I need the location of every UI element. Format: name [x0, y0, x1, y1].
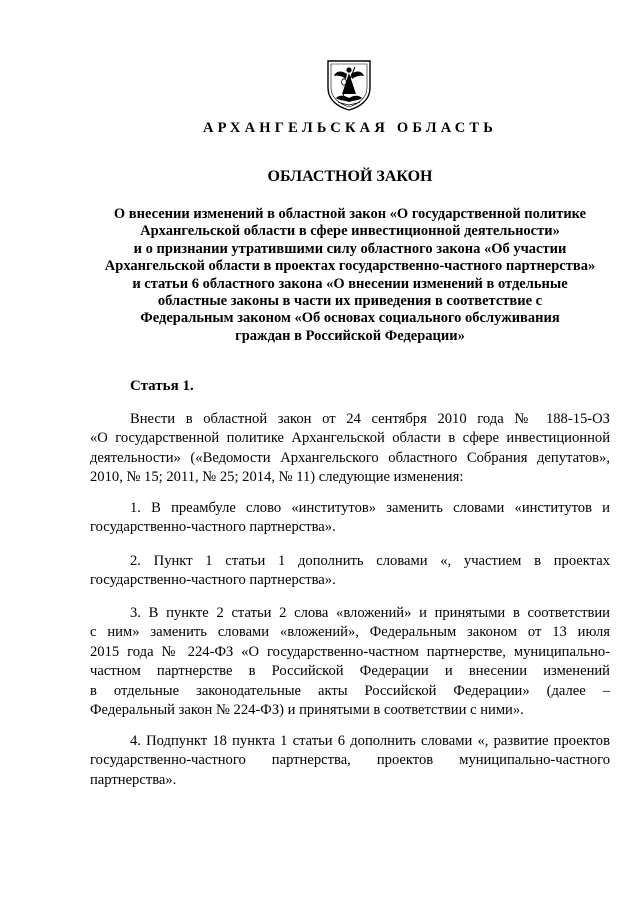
- article-heading: Статья 1.: [130, 378, 194, 394]
- paragraph-line: партнерства».: [90, 771, 177, 788]
- paragraph-line: государственно-частного партнерства».: [90, 572, 336, 589]
- law-title-line: Архангельской области в сфере инвестиционной деятельности»: [140, 223, 560, 240]
- paragraph-line: 2015 года № 224-ФЗ «О государственно-частном партнерстве, муниципально-: [90, 643, 610, 660]
- paragraph-line: «О государственной политике Архангельской области в сфере инвестиционной: [90, 430, 610, 447]
- paragraph-line: в отдельные законодательные акты Российской Федерации» (далее –: [90, 682, 610, 699]
- article-item-3: [90, 604, 610, 720]
- paragraph-line: деятельности» («Ведомости Архангельского областного Собрания депутатов»,: [90, 449, 610, 466]
- article-intro-paragraph: [90, 410, 610, 488]
- paragraph-line: Федеральный закон № 224-ФЗ) и принятыми в соответствии с ними».: [90, 702, 524, 719]
- document-type: ОБЛАСТНОЙ ЗАКОН: [267, 168, 433, 185]
- article-item-2: [90, 552, 610, 591]
- paragraph-line: 4. Подпункт 18 пункта 1 статьи 6 дополнить словами «, развитие проектов: [130, 733, 610, 749]
- paragraph-line: 1. В преамбуле слово «институтов» заменить словами «институтов и: [130, 500, 610, 516]
- law-title: [90, 206, 610, 345]
- paragraph-line: государственно-частного партнерства».: [90, 519, 336, 536]
- law-title-line: и статьи 6 областного закона «О внесении изменений в отдельные: [132, 275, 568, 292]
- article-item-1: [90, 499, 610, 538]
- law-title-line: Федеральным законом «Об основах социального обслуживания: [140, 310, 560, 327]
- law-title-line: граждан в Российской Федерации»: [235, 327, 465, 344]
- coat-of-arms-icon: [324, 58, 374, 112]
- paragraph-line: государственно-частного партнерства, проектов муниципально-частного: [90, 752, 610, 769]
- law-title-line: О внесении изменений в областной закон «О государственной политике: [113, 206, 587, 222]
- paragraph-line: 2. Пункт 1 статьи 1 дополнить словами «, участием в проектах: [130, 553, 610, 569]
- law-title-line: Архангельской области в проектах государственно-частного партнерства»: [104, 258, 596, 275]
- paragraph-line: 2010, № 15; 2011, № 25; 2014, № 11) следующие изменения:: [90, 469, 464, 486]
- paragraph-line: с ним» заменить словами «вложений», Федеральным законом от 13 июля: [90, 624, 610, 641]
- paragraph-line: 3. В пункте 2 статьи 2 слова «вложений» и принятыми в соответствии: [130, 605, 610, 621]
- law-title-line: областные законы в части их приведения в соответствие с: [157, 293, 543, 310]
- paragraph-line: частном партнерстве в Российской Федерации и внесении изменений: [90, 663, 610, 680]
- law-title-line: и о признании утратившими силу областного закона «Об участии: [133, 240, 567, 257]
- region-name: АРХАНГЕЛЬСКАЯ ОБЛАСТЬ: [202, 120, 498, 136]
- paragraph-line: Внести в областной закон от 24 сентября 2010 года № 188-15-ОЗ: [130, 411, 610, 427]
- article-item-4: [90, 732, 610, 790]
